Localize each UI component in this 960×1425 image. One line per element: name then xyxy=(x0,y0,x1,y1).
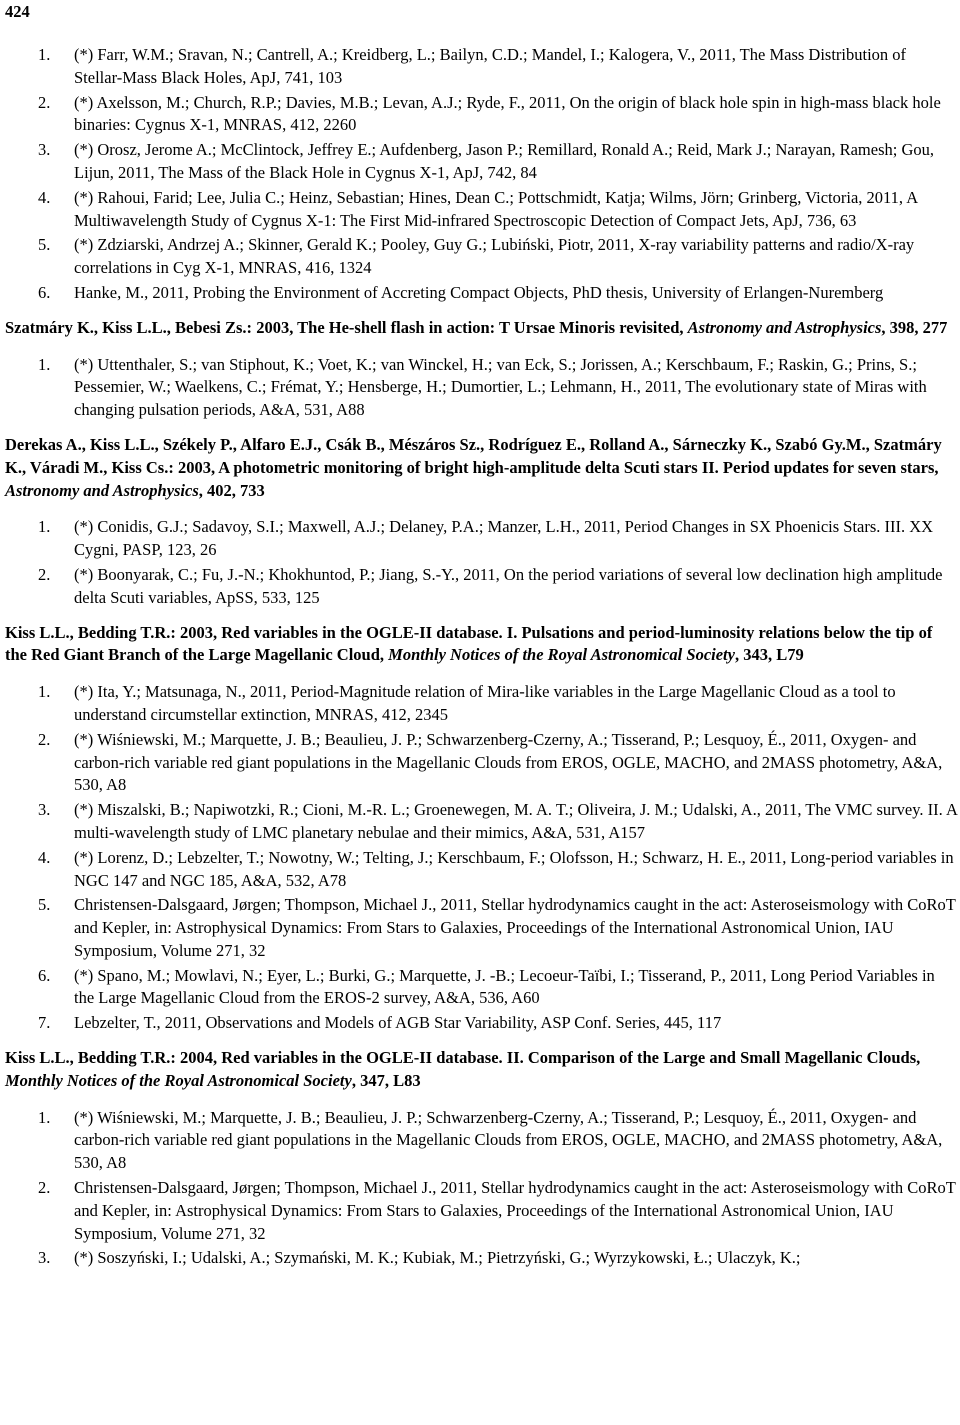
citation-item xyxy=(5,847,957,893)
citation-item xyxy=(5,282,957,305)
citation-number: 1. xyxy=(38,354,51,374)
citation-list xyxy=(5,516,957,609)
citation-document xyxy=(5,44,957,1272)
citation-number: 3. xyxy=(38,1248,51,1268)
citation-item xyxy=(5,965,957,1011)
citation-text: (*) Zdziarski, Andrzej A.; Skinner, Gerald K.; Pooley, Guy G.; Lubiński, Piotr, 2011, X-ray variability patterns and radio/X-ray correlations in Cyg X-1, MNRAS, 416, 1324 xyxy=(74,235,915,278)
publication-title: 2003, Red variables in the OGLE-II database. I. Pulsations and period-luminosity relations below the tip of the Red Giant Branch of the Large Magellanic Cloud, xyxy=(5,622,933,665)
citation-item xyxy=(5,234,957,280)
citation-text: (*) Farr, W.M.; Sravan, N.; Cantrell, A.; Kreidberg, L.; Bailyn, C.D.; Mandel, I.; Kalogera, V., 2011, The Mass Distribution of Stellar-Mass Black Holes, ApJ, 741, 103 xyxy=(74,45,907,87)
publication-title: 2004, Red variables in the OGLE-II database. II. Comparison of the Large and Small Magellanic Clouds, xyxy=(175,1048,921,1068)
citation-number: 2. xyxy=(38,564,51,584)
citation-text: Christensen-Dalsgaard, Jørgen; Thompson, Michael J., 2011, Stellar hydrodynamics caught in the act: Asteroseismology with CoRoT and Kepler, in: Astrophysical Dynamics: From Stars to Galaxies, Proceedings of the International Astronomical Union, IAU Symposium, Volume 271, 32 xyxy=(74,895,956,960)
citation-number: 4. xyxy=(38,187,51,207)
citation-text: (*) Miszalski, B.; Napiwotzki, R.; Cioni, M.-R. L.; Groenewegen, M. A. T.; Oliveira, J. M.; Udalski, A., 2011, The VMC survey. II. A multi-wavelength study of LMC planetary nebulae and their mimics, A&A, 531, A157 xyxy=(74,800,957,842)
citation-text: (*) Lorenz, D.; Lebzelter, T.; Nowotny, W.; Telting, J.; Kerschbaum, F.; Olofsson, H.; Schwarz, H. E., 2011, Long-period variables in NGC 147 and NGC 185, A&A, 532, A78 xyxy=(74,847,954,890)
citation-list xyxy=(5,681,957,1035)
citation-number: 1. xyxy=(38,45,51,64)
citation-item xyxy=(5,799,957,845)
publication-journal: Astronomy and Astrophysics xyxy=(687,317,882,337)
citation-item xyxy=(5,729,957,797)
citation-item xyxy=(5,1012,957,1035)
citation-text: (*) Orosz, Jerome A.; McClintock, Jeffrey E.; Aufdenberg, Jason P.; Remillard, Ronald A.; Reid, Mark J.; Narayan, Ramesh; Gou, Lijun, 2011, The Mass of the Black Hole in Cygnus X-1, ApJ, 742, 84 xyxy=(74,140,934,182)
citation-item xyxy=(5,139,957,185)
citation-item xyxy=(5,681,957,727)
citation-item xyxy=(5,516,957,562)
publication-authors: Szatmáry K., Kiss L.L., Bebesi Zs.: xyxy=(5,317,253,337)
citation-number: 2. xyxy=(38,1178,51,1198)
citation-text: (*) Wiśniewski, M.; Marquette, J. B.; Beaulieu, J. P.; Schwarzenberg-Czerny, A.; Tisserand, P.; Lesquoy, É., 2011, Oxygen- and carbon-rich variable red giant populations in the Magellanic Clouds from EROS, OGLE, MACHO, and 2MASS photometry, A&A, 530, A8 xyxy=(74,1107,943,1173)
citation-number: 5. xyxy=(38,235,51,255)
publication-volume: , 402, 733 xyxy=(198,480,265,500)
citation-number: 3. xyxy=(38,800,51,820)
publication-authors: Derekas A., Kiss L.L., Székely P., Alfaro E.J., Csák B., Mészáros Sz., Rodríguez E., Rolland A., Sárneczky K., Szabó Gy.M., Szatmáry K., Váradi M., Kiss Cs.: xyxy=(5,434,942,477)
citation-item xyxy=(5,187,957,233)
citation-number: 1. xyxy=(38,517,51,537)
citation-item xyxy=(5,44,957,90)
page-number: 424 xyxy=(5,2,30,21)
citation-text: (*) Spano, M.; Mowlavi, N.; Eyer, L.; Burki, G.; Marquette, J. -B.; Lecoeur-Taïbi, I.; Tisserand, P., 2011, Long Period Variables in the Large Magellanic Cloud from the EROS-2 survey, A&A, 536, A60 xyxy=(74,965,935,1008)
citation-number: 1. xyxy=(38,682,51,702)
citation-list xyxy=(5,354,957,422)
citation-number: 6. xyxy=(38,282,51,302)
publication-heading xyxy=(5,434,957,502)
publication-heading xyxy=(5,317,957,340)
citation-text: (*) Boonyarak, C.; Fu, J.-N.; Khokhuntod, P.; Jiang, S.-Y., 2011, On the period variations of several low declination high amplitude delta Scuti variables, ApSS, 533, 125 xyxy=(74,564,943,607)
citation-text: (*) Rahoui, Farid; Lee, Julia C.; Heinz, Sebastian; Hines, Dean C.; Pottschmidt, Katja; Wilms, Jörn; Grinberg, Victoria, 2011, A Multiwavelength Study of Cygnus X-1: The First Mid-infrared Spectroscopic Detection of Compact Jets, ApJ, 736, 63 xyxy=(74,187,918,230)
citation-text: Hanke, M., 2011, Probing the Environment of Accreting Compact Objects, PhD thesis, University of Erlangen-Nuremberg xyxy=(74,282,884,302)
citation-number: 2. xyxy=(38,92,51,112)
citation-text: (*) Wiśniewski, M.; Marquette, J. B.; Beaulieu, J. P.; Schwarzenberg-Czerny, A.; Tisserand, P.; Lesquoy, É., 2011, Oxygen- and carbon-rich variable red giant populations in the Magellanic Clouds from EROS, OGLE, MACHO, and 2MASS photometry, A&A, 530, A8 xyxy=(74,729,943,795)
publication-volume: , 347, L83 xyxy=(351,1070,421,1090)
citation-number: 2. xyxy=(38,729,51,749)
publication-entries xyxy=(5,317,957,1270)
citation-item xyxy=(5,1177,957,1245)
citation-list xyxy=(5,44,957,305)
publication-heading xyxy=(5,1047,957,1093)
publication-journal: Monthly Notices of the Royal Astronomical Society xyxy=(5,1070,352,1090)
citation-item xyxy=(5,354,957,422)
citation-text: Lebzelter, T., 2011, Observations and Models of AGB Star Variability, ASP Conf. Series, 445, 117 xyxy=(74,1013,722,1033)
citation-text: (*) Ita, Y.; Matsunaga, N., 2011, Period-Magnitude relation of Mira-like variables in the Large Magellanic Cloud as a tool to understand circumstellar extinction, MNRAS, 412, 2345 xyxy=(74,682,896,724)
citation-text: Christensen-Dalsgaard, Jørgen; Thompson, Michael J., 2011, Stellar hydrodynamics caught in the act: Asteroseismology with CoRoT and Kepler, in: Astrophysical Dynamics: From Stars to Galaxies, Proceedings of the International Astronomical Union, IAU Symposium, Volume 271, 32 xyxy=(74,1178,956,1243)
citation-number: 1. xyxy=(38,1107,51,1127)
publication-title: 2003, The He-shell flash in action: T Ursae Minoris revisited, xyxy=(252,317,688,337)
citation-item xyxy=(5,92,957,138)
citation-number: 6. xyxy=(38,965,51,985)
citation-text: (*) Soszyński, I.; Udalski, A.; Szymański, M. K.; Kubiak, M.; Pietrzyński, G.; Wyrzykowski, Ł.; Ulaczyk, K.; xyxy=(74,1248,801,1268)
publication-volume: , 398, 277 xyxy=(881,317,948,337)
citation-item xyxy=(5,564,957,610)
citation-item xyxy=(5,1247,957,1270)
citation-item xyxy=(5,1107,957,1175)
citation-list xyxy=(5,1107,957,1271)
citation-text: (*) Uttenthaler, S.; van Stiphout, K.; Voet, K.; van Winckel, H.; van Eck, S.; Jorissen, A.; Kerschbaum, F.; Raskin, G.; Prins, S.; Pessemier, W.; Waelkens, C.; Frémat, Y.; Hensberge, H.; Dumortier, L.; Lehmann, H., 2011, The evolutionary state of Miras with changing pulsation periods, A&A, 531, A88 xyxy=(74,354,927,420)
publication-title: 2003, A photometric monitoring of bright high-amplitude delta Scuti stars II. Period updates for seven stars, xyxy=(173,457,939,477)
citation-text: (*) Conidis, G.J.; Sadavoy, S.I.; Maxwell, A.J.; Delaney, P.A.; Manzer, L.H., 2011, Period Changes in SX Phoenicis Stars. III. XX Cygni, PASP, 123, 26 xyxy=(74,517,934,560)
citation-number: 5. xyxy=(38,895,51,915)
publication-heading xyxy=(5,622,957,668)
publication-journal: Astronomy and Astrophysics xyxy=(5,480,199,500)
publication-authors: Kiss L.L., Bedding T.R.: xyxy=(5,622,176,642)
publication-volume: , 343, L79 xyxy=(734,645,804,665)
publication-journal: Monthly Notices of the Royal Astronomical Society xyxy=(388,645,735,665)
citation-item xyxy=(5,894,957,962)
citation-text: (*) Axelsson, M.; Church, R.P.; Davies, M.B.; Levan, A.J.; Ryde, F., 2011, On the origin of black hole spin in high-mass black hole binaries: Cygnus X-1, MNRAS, 412, 2260 xyxy=(74,92,941,135)
citation-number: 4. xyxy=(38,847,51,867)
publication-authors: Kiss L.L., Bedding T.R.: xyxy=(5,1048,176,1068)
citation-number: 7. xyxy=(38,1013,51,1033)
citation-number: 3. xyxy=(38,140,51,160)
